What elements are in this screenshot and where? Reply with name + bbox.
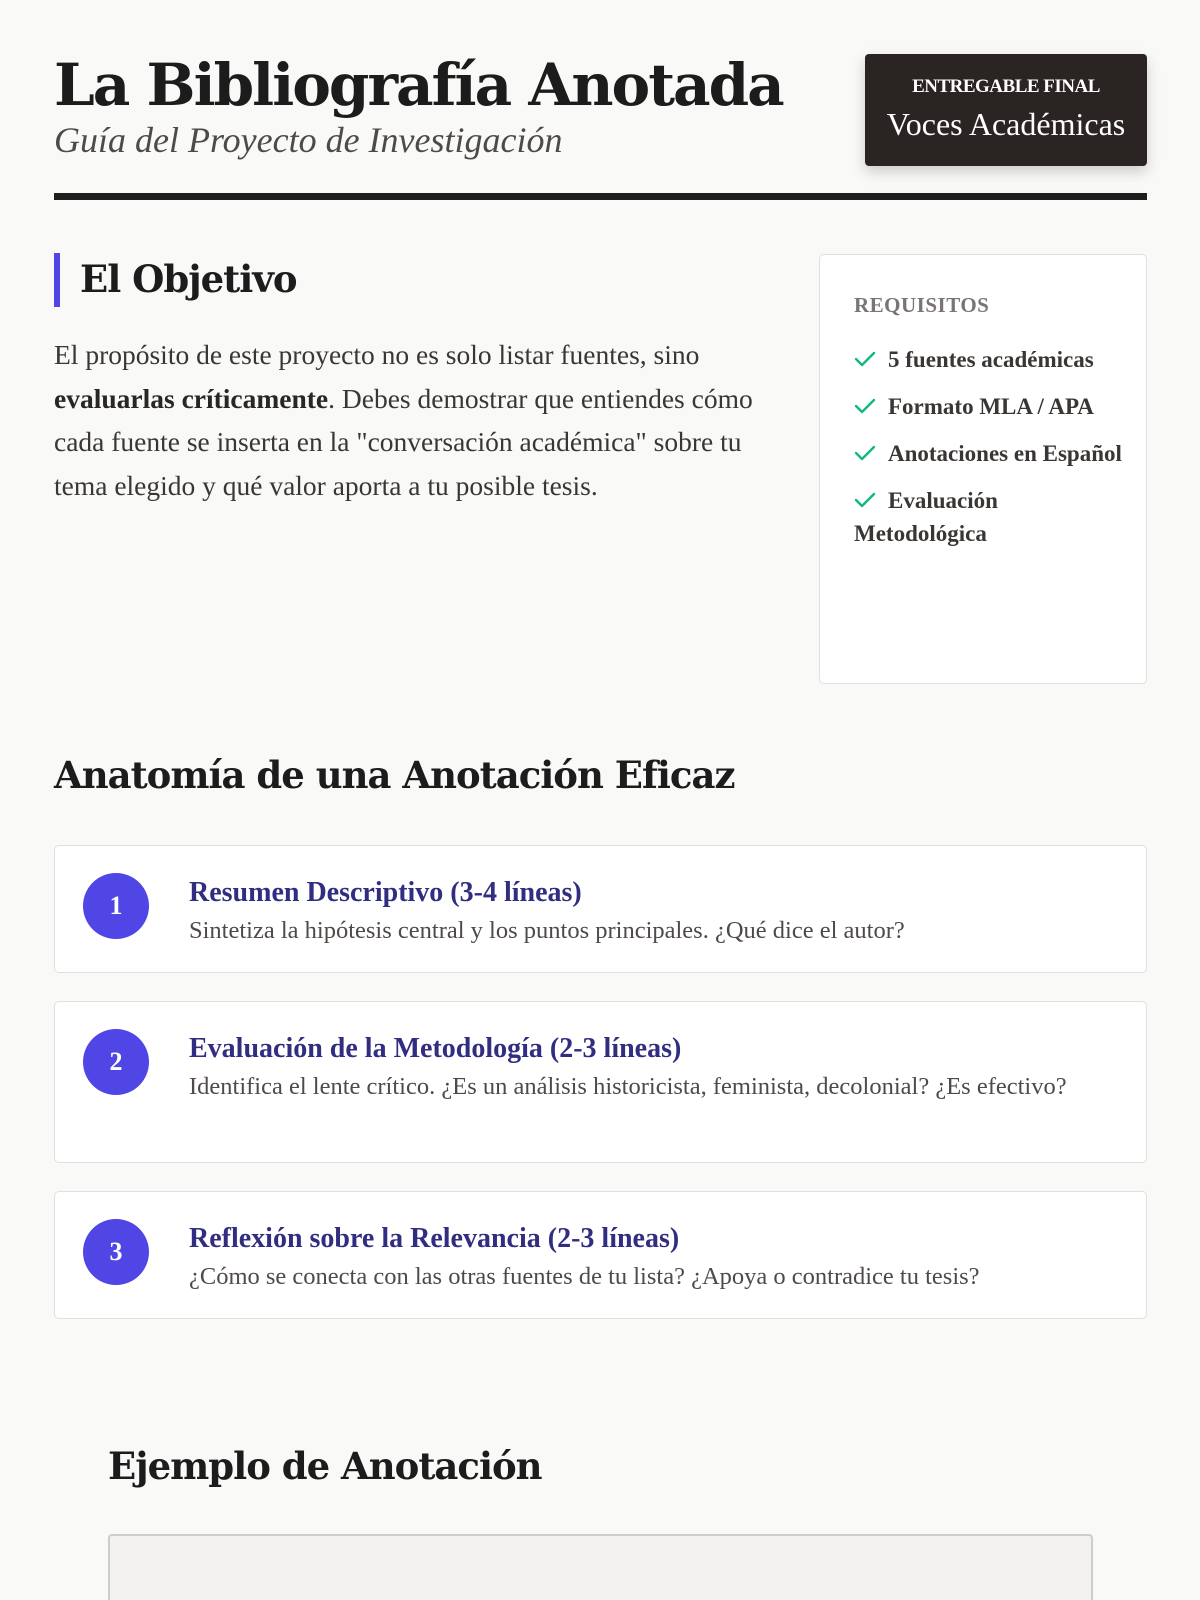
step-number-badge: 3: [83, 1219, 149, 1285]
step-number-badge: 1: [83, 873, 149, 939]
page-title: La Bibliografía Anotada: [54, 51, 783, 119]
requirement-label: Anotaciones en Español: [888, 441, 1122, 466]
step-title: Reflexión sobre la Relevancia (2-3 líneas): [189, 1223, 680, 1254]
objective-heading: El Objetivo: [80, 257, 297, 301]
document-page: [54, 0, 1147, 1600]
section-accent-bar: [54, 253, 60, 307]
step-card-relevance: [54, 1191, 1147, 1319]
anatomy-heading: Anatomía de una Anotación Eficaz: [54, 753, 735, 797]
check-icon: [854, 444, 876, 462]
step-number-badge: 2: [83, 1029, 149, 1095]
check-icon: [854, 491, 876, 509]
page-subtitle: Guía del Proyecto de Investigación: [54, 120, 563, 160]
step-title: Evaluación de la Metodología (2-3 líneas): [189, 1033, 682, 1064]
document-header: [54, 50, 1147, 200]
requirements-box: [819, 254, 1147, 684]
requirement-label: Formato MLA / APA: [888, 394, 1094, 419]
requirement-item: [854, 484, 1124, 550]
requirement-label: Evaluación Metodológica: [854, 488, 998, 546]
example-heading: Ejemplo de Anotación: [108, 1444, 542, 1488]
requirements-list: [854, 343, 1124, 564]
step-description: Sintetiza la hipótesis central y los puntos principales. ¿Qué dice el autor?: [189, 917, 905, 944]
requirement-item: [854, 390, 1124, 423]
example-annotation-box: [108, 1534, 1093, 1600]
requirement-item: [854, 437, 1124, 470]
requirement-label: 5 fuentes académicas: [888, 347, 1094, 372]
badge-label: ENTREGABLE FINAL: [912, 76, 1100, 97]
objective-text-after: . Debes demostrar que entiendes cómo cada fuente se inserta en la "conversación académica" sobre tu tema elegido y qué valor aporta a tu posible tesis.: [54, 382, 753, 501]
step-description: ¿Cómo se conecta con las otras fuentes de tu lista? ¿Apoya o contradice tu tesis?: [189, 1263, 980, 1290]
requirement-item: [854, 343, 1124, 376]
check-icon: [854, 350, 876, 368]
objective-paragraph: [54, 333, 754, 507]
check-icon: [854, 397, 876, 415]
step-card-summary: [54, 845, 1147, 973]
objective-text-bold: evaluarlas críticamente: [54, 382, 329, 414]
step-description: Identifica el lente crítico. ¿Es un análisis historicista, feminista, decolonial? ¿Es efectivo?: [189, 1073, 1067, 1100]
badge-name: Voces Académicas: [886, 106, 1126, 142]
header-divider: [54, 193, 1147, 200]
step-card-methodology: [54, 1001, 1147, 1163]
requirements-title: REQUISITOS: [854, 293, 990, 317]
step-title: Resumen Descriptivo (3-4 líneas): [189, 877, 582, 908]
deliverable-badge: [865, 54, 1147, 166]
objective-text-before: El propósito de este proyecto no es solo listar fuentes, sino: [54, 339, 700, 370]
